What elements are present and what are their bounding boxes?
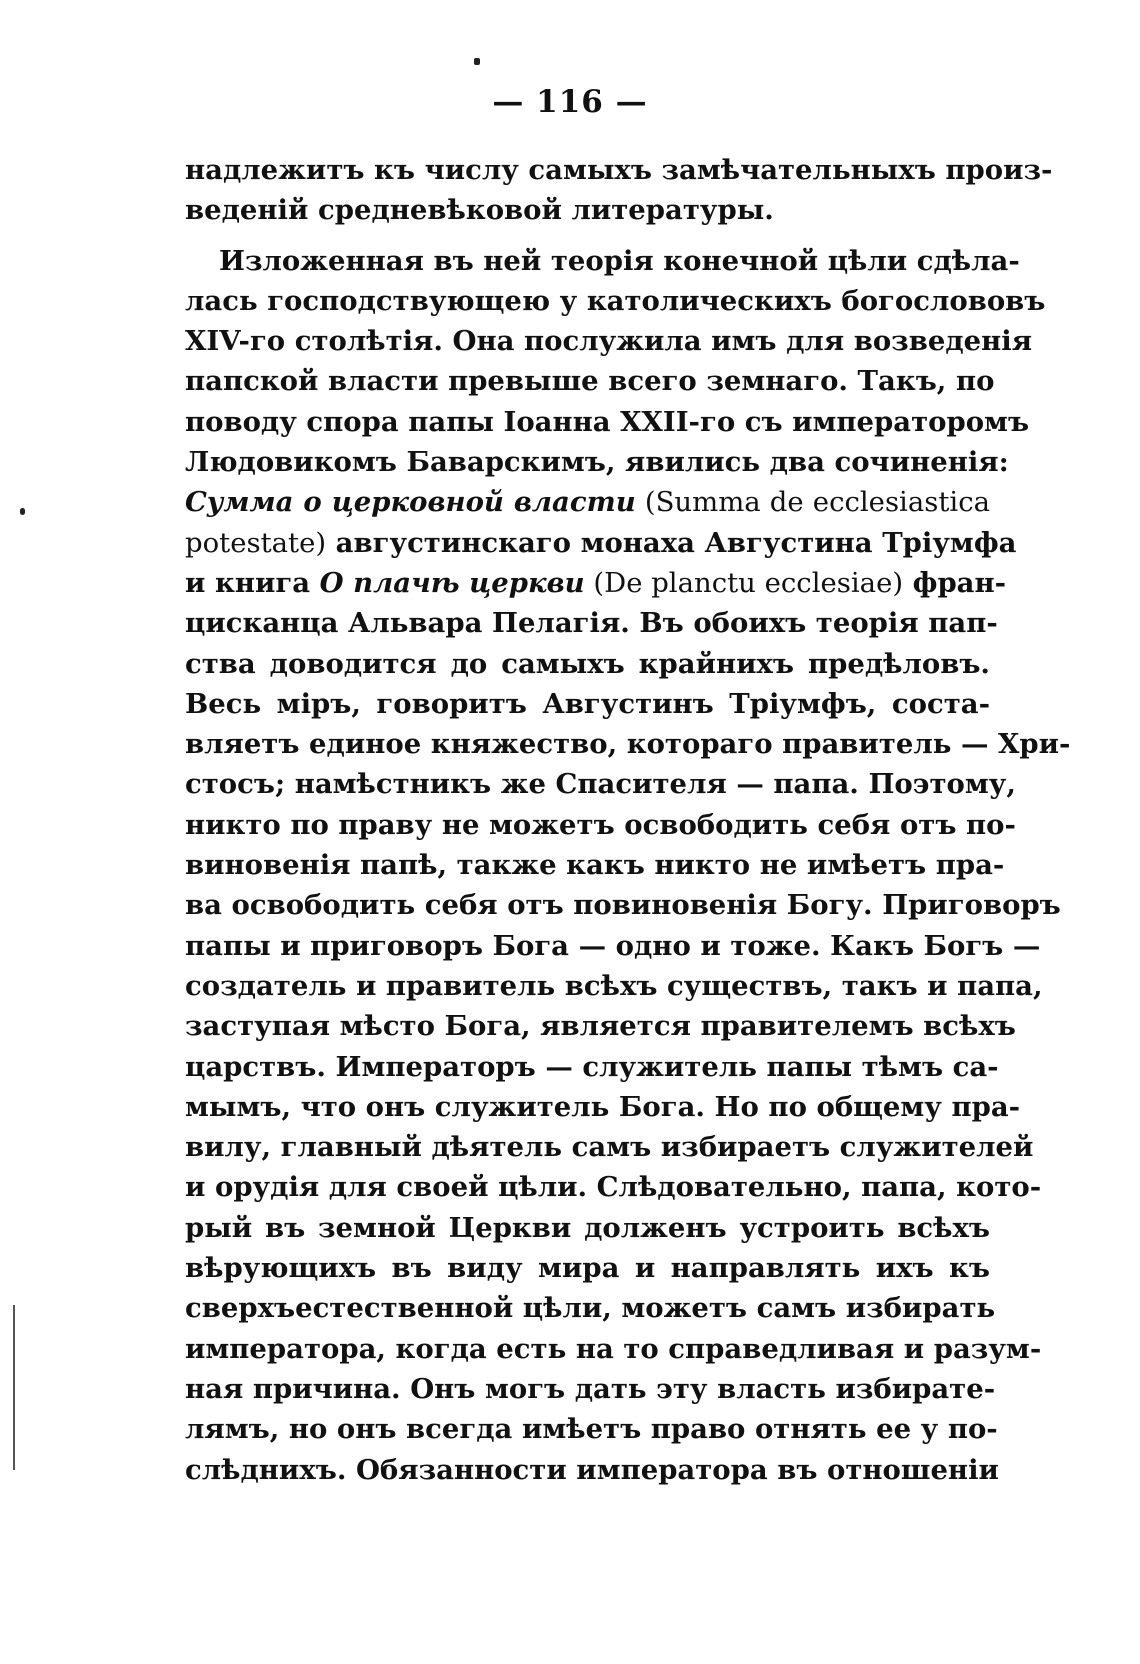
text-segment: ва освободить себя отъ повиновенія Богу. Приговоръ	[185, 889, 1061, 922]
text-line	[185, 966, 1043, 1006]
ink-speck-top	[474, 58, 480, 65]
latin-title: (Summa de ecclesiastica	[635, 486, 991, 519]
text-segment: XIV-го столѣтія. Она послужила имъ для возведенія	[185, 325, 1033, 358]
text-line	[185, 281, 1046, 321]
text-line	[185, 805, 1016, 845]
text-line	[185, 1409, 998, 1449]
text-segment: заступая мѣсто Бога, является правителемъ всѣхъ	[185, 1010, 1016, 1043]
text-segment: создатель и правитель всѣхъ существъ, такъ и папа,	[185, 969, 1043, 1002]
text-line	[185, 442, 1009, 482]
text-line	[185, 402, 1030, 442]
page-edge-line	[13, 1305, 15, 1470]
text-segment: императора, когда есть на то справедливая и разум-	[185, 1332, 1042, 1365]
text-line	[185, 150, 1053, 190]
text-segment: ная причина. Онъ могъ дать эту власть избирате-	[185, 1372, 996, 1405]
text-segment: вляетъ единое княжество, котораго правитель — Хри-	[185, 728, 1071, 761]
text-segment: лась господствующею у католическихъ богослововъ	[185, 284, 1046, 317]
text-line	[185, 885, 1061, 925]
text-line	[185, 1369, 996, 1409]
text-line	[185, 1047, 999, 1087]
italic-title: О плачѣ церкви	[319, 566, 585, 599]
text-line	[185, 1006, 1016, 1046]
text-line	[185, 1329, 1042, 1369]
text-line	[185, 190, 990, 230]
paragraph	[185, 241, 1071, 1490]
body-text	[185, 150, 1071, 1490]
text-segment: веденій средневѣковой литературы.	[185, 194, 774, 227]
text-segment: стосъ; намѣстникъ же Спасителя — папа. Поэтому,	[185, 768, 1016, 801]
ink-speck-left	[20, 508, 25, 515]
text-segment: виновенія папѣ, также какъ никто не имѣетъ пра-	[185, 849, 1005, 882]
text-segment: папской власти превыше всего земнаго. Такъ, по	[185, 365, 995, 398]
text-line	[185, 241, 1020, 281]
page-number: — 116 —	[492, 84, 648, 120]
paragraph-gap	[185, 231, 990, 241]
text-line	[185, 361, 995, 401]
text-segment: царствъ. Императоръ — служитель папы тѣмъ са-	[185, 1050, 999, 1083]
text-line	[185, 482, 990, 522]
text-line	[185, 1127, 1034, 1167]
text-line	[185, 764, 1016, 804]
text-segment: Весь міръ, говоритъ Августинъ Тріумфъ, соста-	[185, 687, 990, 720]
text-segment: Людовикомъ Баварскимъ, явились два сочиненія:	[185, 446, 1009, 479]
text-segment: никто по праву не можетъ освободить себя отъ по-	[185, 808, 1016, 841]
text-line	[185, 845, 1005, 885]
italic-title: Сумма о церковной власти	[185, 486, 636, 519]
text-segment: и книга	[185, 566, 320, 599]
text-line	[185, 724, 1071, 764]
text-line	[185, 1167, 1042, 1207]
text-line	[185, 1248, 990, 1288]
text-segment: слѣднихъ. Обязанности императора въ отношеніи	[185, 1453, 999, 1486]
text-segment: цисканца Альвара Пелагія. Въ обоихъ теорія пап-	[185, 607, 998, 640]
text-line	[185, 644, 990, 684]
text-segment: рый въ земной Церкви долженъ устроить всѣхъ	[185, 1211, 990, 1244]
text-line	[185, 321, 1033, 361]
text-segment: вѣрующихъ въ виду мира и направлять ихъ къ	[185, 1252, 990, 1285]
text-line	[185, 1450, 999, 1490]
text-segment: надлежитъ къ числу самыхъ замѣчательныхъ произ-	[185, 154, 1053, 186]
text-line	[185, 926, 1041, 966]
paragraph	[185, 150, 1053, 231]
text-line	[185, 523, 1017, 563]
text-segment: фран-	[903, 566, 1007, 599]
latin-title: potestate)	[185, 526, 327, 559]
text-segment: лямъ, но онъ всегда имѣетъ право отнять ее у по-	[185, 1413, 998, 1446]
text-segment: и орудія для своей цѣли. Слѣдовательно, папа, кото-	[185, 1171, 1042, 1204]
text-line	[185, 1208, 990, 1248]
text-segment: Изложенная въ ней теорія конечной цѣли сдѣла-	[219, 244, 1020, 277]
text-segment: папы и приговоръ Бога — одно и тоже. Какъ Богъ —	[185, 929, 1041, 962]
text-line	[185, 603, 998, 643]
text-segment: августинскаго монаха Августина Тріумфа	[326, 526, 1017, 559]
text-line	[185, 1087, 1021, 1127]
text-line	[185, 563, 1007, 603]
text-segment: поводу спора папы Іоанна XXII-го съ императоромъ	[185, 405, 1030, 438]
text-segment: мымъ, что онъ служитель Бога. Но по общему пра-	[185, 1090, 1021, 1123]
text-segment: сверхъестественной цѣли, можетъ самъ избирать	[185, 1292, 996, 1325]
text-line	[185, 1288, 996, 1328]
text-segment: вилу, главный дѣятель самъ избираетъ служителей	[185, 1131, 1034, 1164]
text-line	[185, 684, 990, 724]
text-segment: ства доводится до самыхъ крайнихъ предѣловъ.	[185, 647, 990, 680]
latin-title: (De planctu ecclesiae)	[584, 566, 904, 599]
